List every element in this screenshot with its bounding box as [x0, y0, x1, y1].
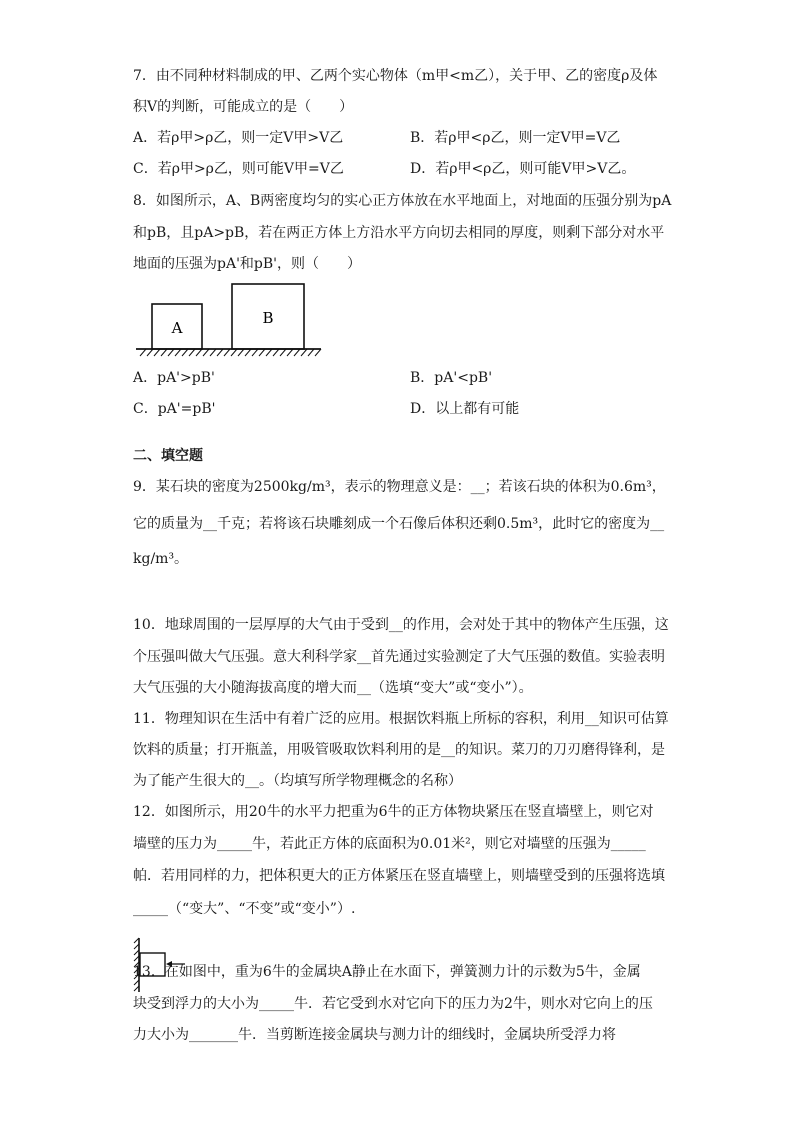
q11-line-3: 为了能产生很大的__。（均填写所学物理概念的名称）	[133, 773, 462, 789]
q11-line-2: 饮料的质量；打开瓶盖，用吸管吸取饮料利用的是__的知识。菜刀的刀刃磨得锋利，是	[133, 742, 665, 758]
section-title-fill-in: 二、填空题	[133, 448, 203, 464]
q8-figure-cubes	[133, 280, 325, 360]
q7-option-a: A．若ρ甲>ρ乙，则一定V甲>V乙	[133, 130, 344, 146]
ground-hatching	[140, 349, 321, 356]
q8-line-2: 和pB，且pA>pB，若在两正方体上方沿水平方向切去相同的厚度，则剩下部分对水平	[133, 225, 665, 241]
q7-option-b: B．若ρ甲<ρ乙，则一定V甲=V乙	[410, 130, 621, 146]
q7-option-d: D．若ρ甲<ρ乙，则可能V甲>V乙。	[410, 161, 636, 177]
q8-option-c: C．pA'=pB'	[133, 401, 216, 417]
q12-line-3: 帕．若用同样的力，把体积更大的正方体紧压在竖直墙壁上，则墙壁受到的压强将选填	[133, 868, 665, 884]
q13-line-1: 13．在如图中，重为6牛的金属块A静止在水面下，弹簧测力计的示数为5牛，金属	[133, 964, 641, 980]
q8-line-3: 地面的压强为pA'和pB'，则（ ）	[133, 256, 362, 272]
q13-line-3: 力大小为_______牛．当剪断连接金属块与测力计的细线时，金属块所受浮力将	[133, 1027, 616, 1043]
q10-line-2: 个压强叫做大气压强。意大利科学家__首先通过实验测定了大气压强的数值。实验表明	[133, 649, 665, 665]
cube-b-label: B	[262, 309, 274, 327]
q9-line-1: 9．某石块的密度为2500kg/m³，表示的物理意义是：__；若该石块的体积为0.6m³，	[133, 479, 666, 495]
q12-line-2: 墙壁的压力为_____牛，若此正方体的底面积为0.01米²，则它对墙壁的压强为_____	[133, 836, 646, 852]
q8-option-a: A．pA'>pB'	[133, 370, 215, 386]
q7-line-2: 积V的判断，可能成立的是（ ）	[133, 99, 354, 115]
q7-option-c: C．若ρ甲>ρ乙，则可能V甲=V乙	[133, 161, 344, 177]
q9-line-3: kg/m³。	[133, 551, 189, 567]
q7-line-1: 7．由不同种材料制成的甲、乙两个实心物体（m甲<m乙），关于甲、乙的密度ρ及体	[133, 68, 658, 84]
q9-line-2: 它的质量为__千克；若将该石块雕刻成一个石像后体积还剩0.5m³，此时它的密度为__	[133, 516, 665, 532]
q8-option-d: D．以上都有可能	[410, 401, 520, 417]
q8-option-b: B．pA'<pB'	[410, 370, 493, 386]
q10-line-3: 大气压强的大小随海拔高度的增大而__（选填“变大”或“变小”）。	[133, 680, 533, 696]
cube-a-label: A	[171, 319, 183, 337]
q12-line-4: _____（“变大”、“不变”或“变小”）.	[133, 901, 356, 917]
q8-line-1: 8．如图所示，A、B两密度均匀的实心正方体放在水平地面上，对地面的压强分别为pA	[133, 193, 672, 209]
q11-line-1: 11．物理知识在生活中有着广泛的应用。根据饮料瓶上所标的容积，利用__知识可估算	[133, 711, 669, 727]
q10-line-1: 10．地球周围的一层厚厚的大气由于受到__的作用，会对处于其中的物体产生压强，这	[133, 617, 669, 633]
q13-line-2: 块受到浮力的大小为_____牛．若它受到水对它向下的压力为2牛，则水对它向上的压	[133, 996, 653, 1012]
q12-line-1: 12．如图所示，用20牛的水平力把重为6牛的正方体物块紧压在竖直墙壁上，则它对	[133, 804, 654, 820]
